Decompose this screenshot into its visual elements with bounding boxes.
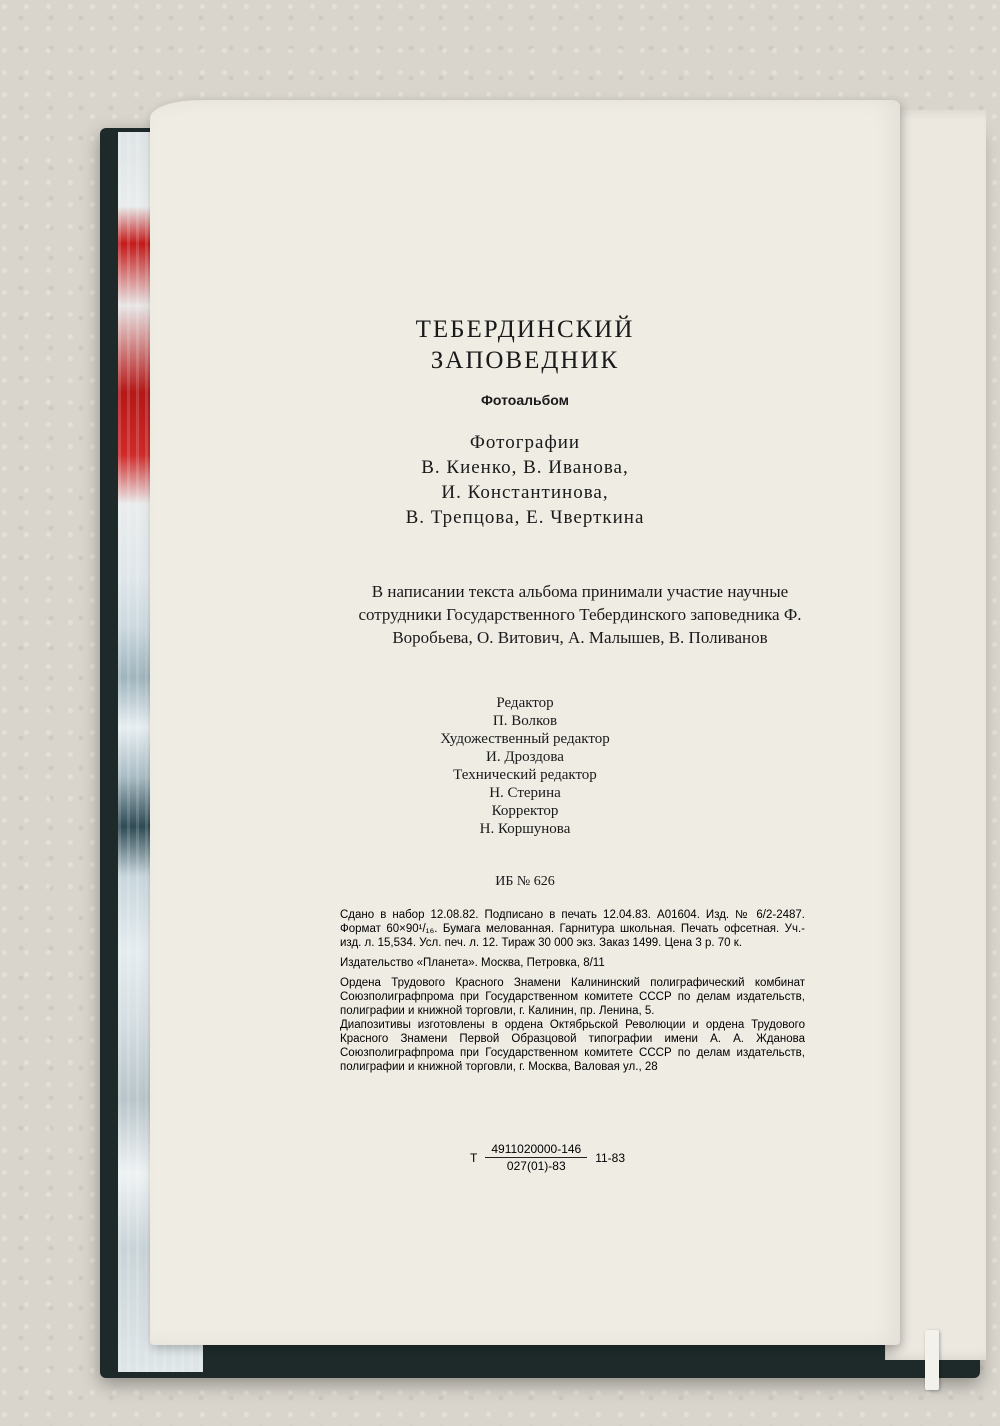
staff-line: Редактор	[496, 695, 554, 711]
book-title	[150, 314, 900, 376]
photos-label: Фотографии	[469, 432, 581, 453]
index-numerator: 4911020000-146	[485, 1142, 587, 1158]
staff-line: Технический редактор	[453, 767, 597, 783]
title-page	[150, 100, 900, 1345]
staff-line: Н. Коршунова	[479, 821, 571, 837]
imprint-paragraph: Диапозитивы изготовлены в ордена Октябрьской Революции и ордена Трудового Красного Знамени Первой Образцовой типографии имени А. А. Жданова Союзполиграфпрома при Государственном комитете СССР по делам издательств, полиграфии и книжной торговли, г. Москва, Валовая ул., 28	[340, 1019, 805, 1073]
catalog-index	[470, 1142, 625, 1173]
staff-line: Художественный редактор	[440, 731, 610, 747]
ib-number: ИБ № 626	[495, 874, 555, 889]
index-fraction	[485, 1142, 587, 1173]
imprint-paragraph: Сдано в набор 12.08.82. Подписано в печать 12.04.83. А01604. Изд. № 6/2-2487. Формат 60×90¹/₁₆. Бумага мелованная. Гарнитура школьная. Печать офсетная. Уч.-изд. л. 15,534. Усл. печ. л. 12. Тираж 30 000 экз. Заказ 1499. Цена 3 р. 70 к.	[340, 909, 805, 949]
text-contributors: В написании текста альбома принимали участие научные сотрудники Государственного Тебердинского заповедника Ф. Воробьева, О. Витович, А. Малышев, В. Поливанов	[358, 582, 802, 647]
imprint-paragraph: Ордена Трудового Красного Знамени Калининский полиграфический комбинат Союзполиграфпрома при Государственном комитете СССР по делам издательств, полиграфии и книжной торговли, г. Калинин, пр. Ленина, 5.	[340, 977, 805, 1017]
bookmark-ribbon	[925, 1330, 939, 1390]
staff-line: П. Волков	[492, 713, 558, 729]
photographer-line: В. Трепцова, Е. Чверткина	[405, 507, 645, 528]
photographers-block	[150, 430, 900, 530]
photographer-line: В. Киенко, В. Иванова,	[421, 457, 629, 478]
index-prefix: Т	[470, 1150, 478, 1165]
staff-line: Н. Стерина	[489, 785, 561, 801]
book-subtitle: Фотоальбом	[480, 392, 570, 408]
photographer-line: И. Константинова,	[441, 482, 609, 503]
title-line-1: ТЕБЕРДИНСКИЙ	[415, 316, 635, 343]
imprint-block	[340, 908, 805, 1080]
staff-line: И. Дроздова	[486, 749, 564, 765]
staff-credits	[150, 694, 900, 838]
back-page	[885, 110, 986, 1360]
index-denominator: 027(01)-83	[506, 1159, 566, 1173]
imprint-paragraph: Издательство «Планета». Москва, Петровка, 8/11	[340, 957, 605, 969]
index-suffix: 11-83	[595, 1150, 626, 1165]
staff-line: Корректор	[491, 803, 559, 819]
title-line-2: ЗАПОВЕДНИК	[430, 347, 620, 374]
